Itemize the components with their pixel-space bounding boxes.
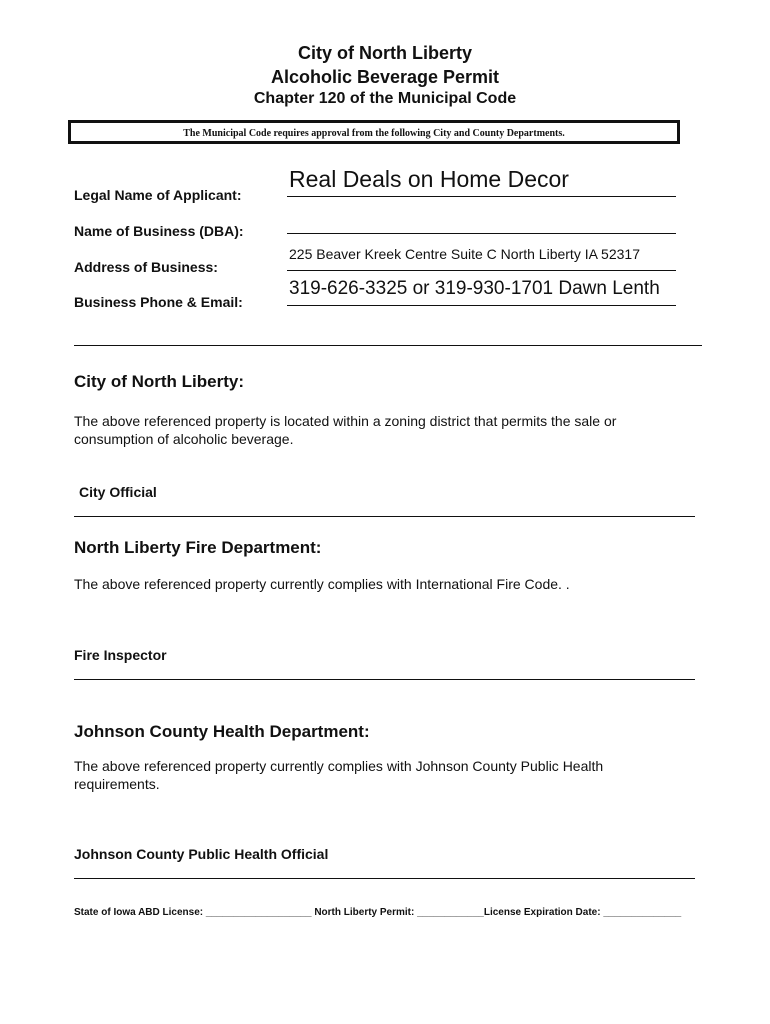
city-title: City of North Liberty — [298, 43, 472, 63]
address-label: Address of Business: — [74, 259, 218, 275]
section-separator — [74, 345, 702, 346]
approval-notice: The Municipal Code requires approval from the following City and County Departments. — [68, 120, 680, 144]
chapter-title: Chapter 120 of the Municipal Code — [253, 90, 517, 107]
city-section-heading: City of North Liberty: — [74, 372, 244, 391]
dba-label: Name of Business (DBA): — [74, 223, 244, 239]
city-signature-line[interactable] — [74, 516, 695, 517]
health-signature-line[interactable] — [74, 878, 695, 879]
phone-label: Business Phone & Email: — [74, 294, 243, 310]
legal-name-line — [287, 196, 676, 197]
health-official-label: Johnson County Public Health Official — [74, 846, 329, 862]
legal-name-label: Legal Name of Applicant: — [74, 187, 242, 203]
city-official-label: City Official — [79, 484, 157, 500]
address-line — [287, 270, 676, 271]
fire-inspector-label: Fire Inspector — [74, 647, 167, 663]
fire-signature-line[interactable] — [74, 679, 695, 680]
dba-line — [287, 233, 676, 234]
license-footer: State of Iowa ABD License: ___________________ North Liberty Permit: ____________License Expiration Date: ______________ — [74, 907, 682, 918]
permit-title: Alcoholic Beverage Permit — [270, 67, 500, 87]
fire-section-heading: North Liberty Fire Department: — [74, 538, 322, 557]
fire-section-text: The above referenced property currently complies with International Fire Code. . — [74, 576, 570, 592]
legal-name-value[interactable]: Real Deals on Home Decor — [289, 166, 569, 192]
health-section-heading: Johnson County Health Department: — [74, 722, 370, 741]
city-section-text: The above referenced property is located within a zoning district that permits the sale or consumption of alcoholic beverage. — [74, 413, 617, 447]
address-value[interactable]: 225 Beaver Kreek Centre Suite C North Liberty IA 52317 — [289, 246, 640, 262]
phone-line — [287, 305, 676, 306]
phone-value[interactable]: 319-626-3325 or 319-930-1701 Dawn Lenth — [289, 278, 660, 299]
health-section-text: The above referenced property currently complies with Johnson County Public Health requirements. — [74, 758, 604, 792]
